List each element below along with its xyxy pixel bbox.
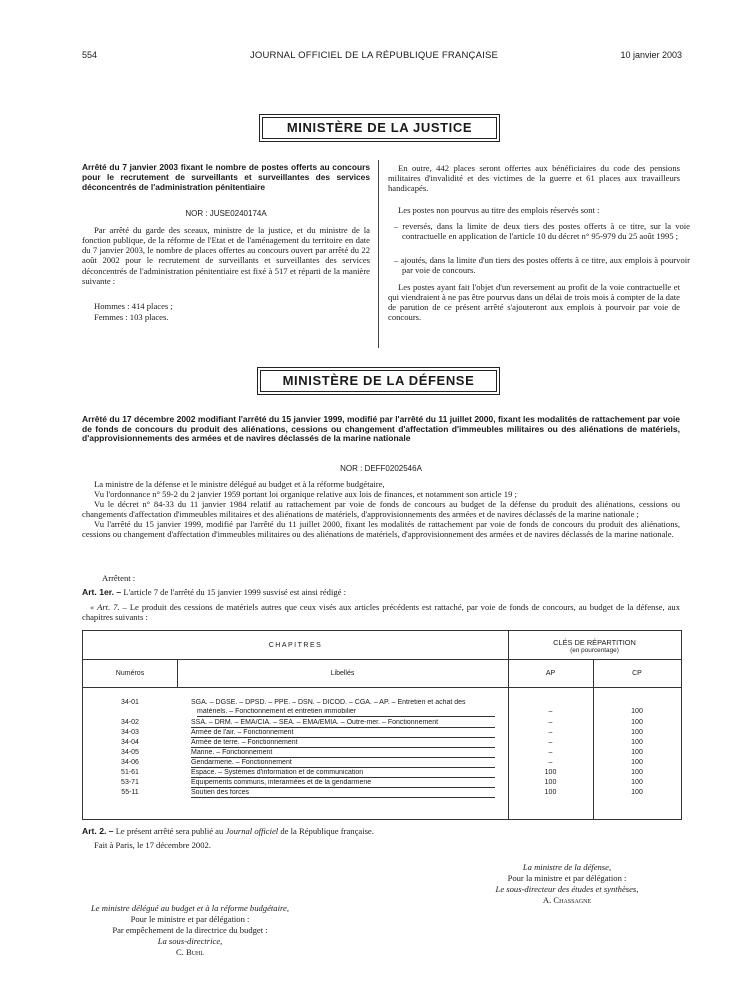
article-1-label: Art. 1er. – — [82, 587, 122, 597]
signature-line: Pour la ministre et par délégation : — [507, 872, 627, 883]
right-bullet-2: – ajoutés, dans la limite d'un tiers des postes offerts à ce titre, aux emplois à pourvoir par voie de concours. — [394, 255, 690, 276]
signature-line: La ministre de la défense, — [522, 862, 612, 872]
article-2-text: Le présent arrêté sera publié au — [115, 826, 224, 836]
arretent: Arrêtent : — [102, 573, 136, 583]
row-cp: 100 — [631, 708, 643, 715]
row-label: Armée de terre. – Fonctionnement — [191, 739, 501, 748]
header-cles-sub: (en pourcentage) — [570, 647, 619, 654]
row-label: Soutien des forces — [191, 789, 501, 798]
article-1-text: L'article 7 de l'arrêté du 15 janvier 1999 susvisé est ainsi rédigé : — [123, 587, 346, 597]
row-ap: – — [548, 739, 553, 746]
table-row — [83, 729, 681, 739]
table-row — [83, 739, 681, 749]
table-row — [83, 779, 681, 789]
row-ap: – — [548, 719, 553, 726]
visa-paragraph: Vu l'arrêté du 15 janvier 1999, modifié par l'arrêté du 11 juillet 2000, fixant les modalités de rattachement par voie de fonds de concours du produit des aliénations, cessions ou changement d'affectation d'immeubles militaires ou des aliénations de matériels, d'approvisionnement des armées et de navires déclassés de la marine nationale. — [82, 519, 680, 540]
right-paragraph-3: Les postes ayant fait l'objet d'un reversement au profit de la voie contractuelle et qui viendraient à ne pas être pourvus dans un délai de trois mois à compter de la date de parution de ce présent arrêté s'ajouteront aux emplois à pourvoir par voie de concours. — [388, 282, 680, 323]
table-row — [83, 789, 681, 799]
signature-line: Le sous-directeur des études et synthèses, — [495, 883, 639, 894]
visa-paragraph: Vu le décret n° 84-33 du 11 janvier 1984 relatif au rattachement par voie de fonds de concours au budget de la défense du produit des aliénations, cessions ou changements d'affectation d'immeubles militaires et des aliénations de matériels, d'approvisionnements des armées et de navires déclassés de la marine nationale ; — [82, 499, 680, 520]
row-number: 34-04 — [121, 739, 139, 746]
header-numeros: Numéros — [115, 670, 145, 677]
signatory-name: C. Buhl — [175, 946, 205, 957]
row-cp: 100 — [631, 729, 643, 736]
right-paragraph-2: Les postes non pourvus au titre des emplois réservés sont : — [398, 205, 600, 215]
signatory-name: A. Chassagne — [542, 894, 592, 905]
row-label: Marine. – Fonctionnement — [191, 749, 501, 758]
row-ap: – — [548, 749, 553, 756]
signature-line: Pour le ministre et par délégation : — [130, 913, 250, 924]
journal-officiel-ref: Journal officiel — [225, 826, 279, 836]
signature-budget — [70, 903, 310, 958]
row-number: 34-03 — [121, 729, 139, 736]
table-row — [83, 759, 681, 769]
row-label: Equipements communs, interarmées et de la gendarmerie — [191, 779, 501, 788]
signature-defense — [452, 862, 682, 906]
row-ap: 100 — [544, 789, 557, 796]
row-ap: – — [548, 729, 553, 736]
issue-date: 10 janvier 2003 — [620, 50, 682, 60]
visa-paragraph: Vu l'ordonnance n° 59-2 du 2 janvier 1959 portant loi organique relative aux lois de finances, et notamment son article 19 ; — [94, 489, 517, 500]
chapitres-table — [82, 630, 682, 820]
places-femmes: Femmes : 103 places. — [94, 312, 169, 322]
journal-title: JOURNAL OFFICIEL DE LA RÉPUBLIQUE FRANÇAISE — [249, 50, 499, 61]
table-row — [83, 769, 681, 779]
signature-line: Par empêchement de la directrice du budget : — [112, 924, 268, 935]
row-number: 53-71 — [121, 779, 139, 786]
row-ap: – — [548, 759, 553, 766]
table-row — [83, 719, 681, 729]
header-cles: CLÉS DE RÉPARTITION — [553, 638, 636, 647]
row-label: matériels. – Fonctionnement et entretien immobilier — [191, 708, 507, 717]
row-label: SSA. – DRM. – EMA/CIA. – SEA. – EMA/EMIA. – Outre-mer. – Fonctionnement — [191, 719, 501, 728]
header-cp: CP — [632, 670, 642, 677]
header-chapitres: CHAPITRES — [268, 642, 323, 649]
article-2-text-end: de la République française. — [280, 826, 374, 836]
article-2 — [82, 826, 680, 836]
row-cp: 100 — [631, 769, 643, 776]
row-cp: 100 — [631, 739, 643, 746]
article-1 — [82, 587, 680, 597]
right-bullet-1: – reversés, dans la limite de deux tiers des postes offerts à ce titre, sur la voie contractuelle en application de l'article 10 du décret n° 95-979 du 25 août 1995 ; — [394, 221, 690, 242]
header-ap: AP — [545, 670, 556, 677]
row-number: 51-61 — [121, 769, 139, 776]
column-divider — [378, 160, 379, 348]
arrete-defense-nor: NOR : DEFF0202546A — [340, 464, 422, 473]
row-label: Gendarmerie. – Fonctionnement — [191, 759, 501, 768]
row-label: Armée de l'air. – Fonctionnement — [191, 729, 501, 738]
right-paragraph-1: En outre, 442 places seront offertes aux bénéficiaires du code des pensions militaires d'invalidité et des victimes de la guerre et 61 places aux travailleurs handicapés. — [388, 163, 680, 194]
row-cp: 100 — [631, 779, 643, 786]
row-number: 34-06 — [121, 759, 139, 766]
table-row — [83, 749, 681, 759]
row-cp: 100 — [631, 789, 643, 796]
row-number: 34-01 — [121, 699, 139, 706]
places-hommes: Hommes : 414 places ; — [94, 301, 173, 311]
signature-line: La sous-directrice, — [157, 935, 223, 946]
arrete-justice-nor: NOR : JUSE0240174A — [185, 209, 267, 218]
arrete-justice-body: Par arrêté du garde des sceaux, ministre de la justice, et du ministre de la fonction publique, de la réforme de l'Etat et de l'aménagement du territoire en date du 7 janvier 2003, le nombre de places offertes au concours ouvert par arrêté du 22 août 2002 pour le recrutement de surveillants et surveillantes des services déconcentrés de l'administration pénitentiaire est fixé à 517 et réparti de la manière suivante : — [82, 225, 370, 286]
header-libelles: Libellés — [330, 670, 355, 677]
article-7-label: « Art. 7. – — [90, 602, 127, 612]
table-row — [83, 708, 681, 718]
row-number: 34-05 — [121, 749, 139, 756]
article-7 — [82, 602, 680, 623]
row-number: 34-02 — [121, 719, 139, 726]
row-label: Espace. – Systèmes d'information et de communication — [191, 769, 501, 778]
arrete-defense-title: Arrêté du 17 décembre 2002 modifiant l'arrêté du 15 janvier 1999, modifié par l'arrêté du 11 juillet 2000, fixant les modalités de rattachement par voie de fonds de concours du produit des aliénations, cessions ou changement d'affectation d'immeubles militaires ou des aliénations de matériels, d'approvisionnements des armées et de navires déclassés de la marine nationale — [82, 414, 680, 444]
article-7-text: Le produit des cessions de matériels autres que ceux visés aux articles précédents est rattaché, par voie de fonds de concours, au budget de la défense, aux chapitres suivants : — [82, 602, 681, 623]
row-ap: 100 — [544, 769, 557, 776]
ministry-defense-heading: MINISTÈRE DE LA DÉFENSE — [260, 370, 497, 392]
row-label: SGA. – DGSE. – DPSD. – PPE. – DSN. – DICOD. – CGA. – AP. – Entretien et achat des — [191, 699, 466, 706]
row-ap: – — [548, 708, 553, 715]
row-cp: 100 — [631, 759, 643, 766]
page-number: 554 — [82, 50, 98, 60]
row-cp: 100 — [631, 749, 643, 756]
arrete-defense-visas — [82, 479, 680, 539]
row-cp: 100 — [631, 719, 643, 726]
fait-a-paris: Fait à Paris, le 17 décembre 2002. — [94, 840, 211, 850]
row-number: 55-11 — [121, 789, 139, 796]
row-ap: 100 — [544, 779, 557, 786]
signature-line: Le ministre délégué au budget et à la réforme budgétaire, — [91, 903, 289, 913]
visa-paragraph: La ministre de la défense et le ministre délégué au budget et à la réforme budgétaire, — [94, 479, 385, 489]
arrete-justice-title: Arrêté du 7 janvier 2003 fixant le nombre de postes offerts au concours pour le recrutement de surveillants et surveillantes des services déconcentrés de l'administration pénitentiaire — [82, 162, 370, 192]
ministry-justice-heading: MINISTÈRE DE LA JUSTICE — [262, 117, 497, 139]
article-2-label: Art. 2. – — [82, 826, 114, 836]
